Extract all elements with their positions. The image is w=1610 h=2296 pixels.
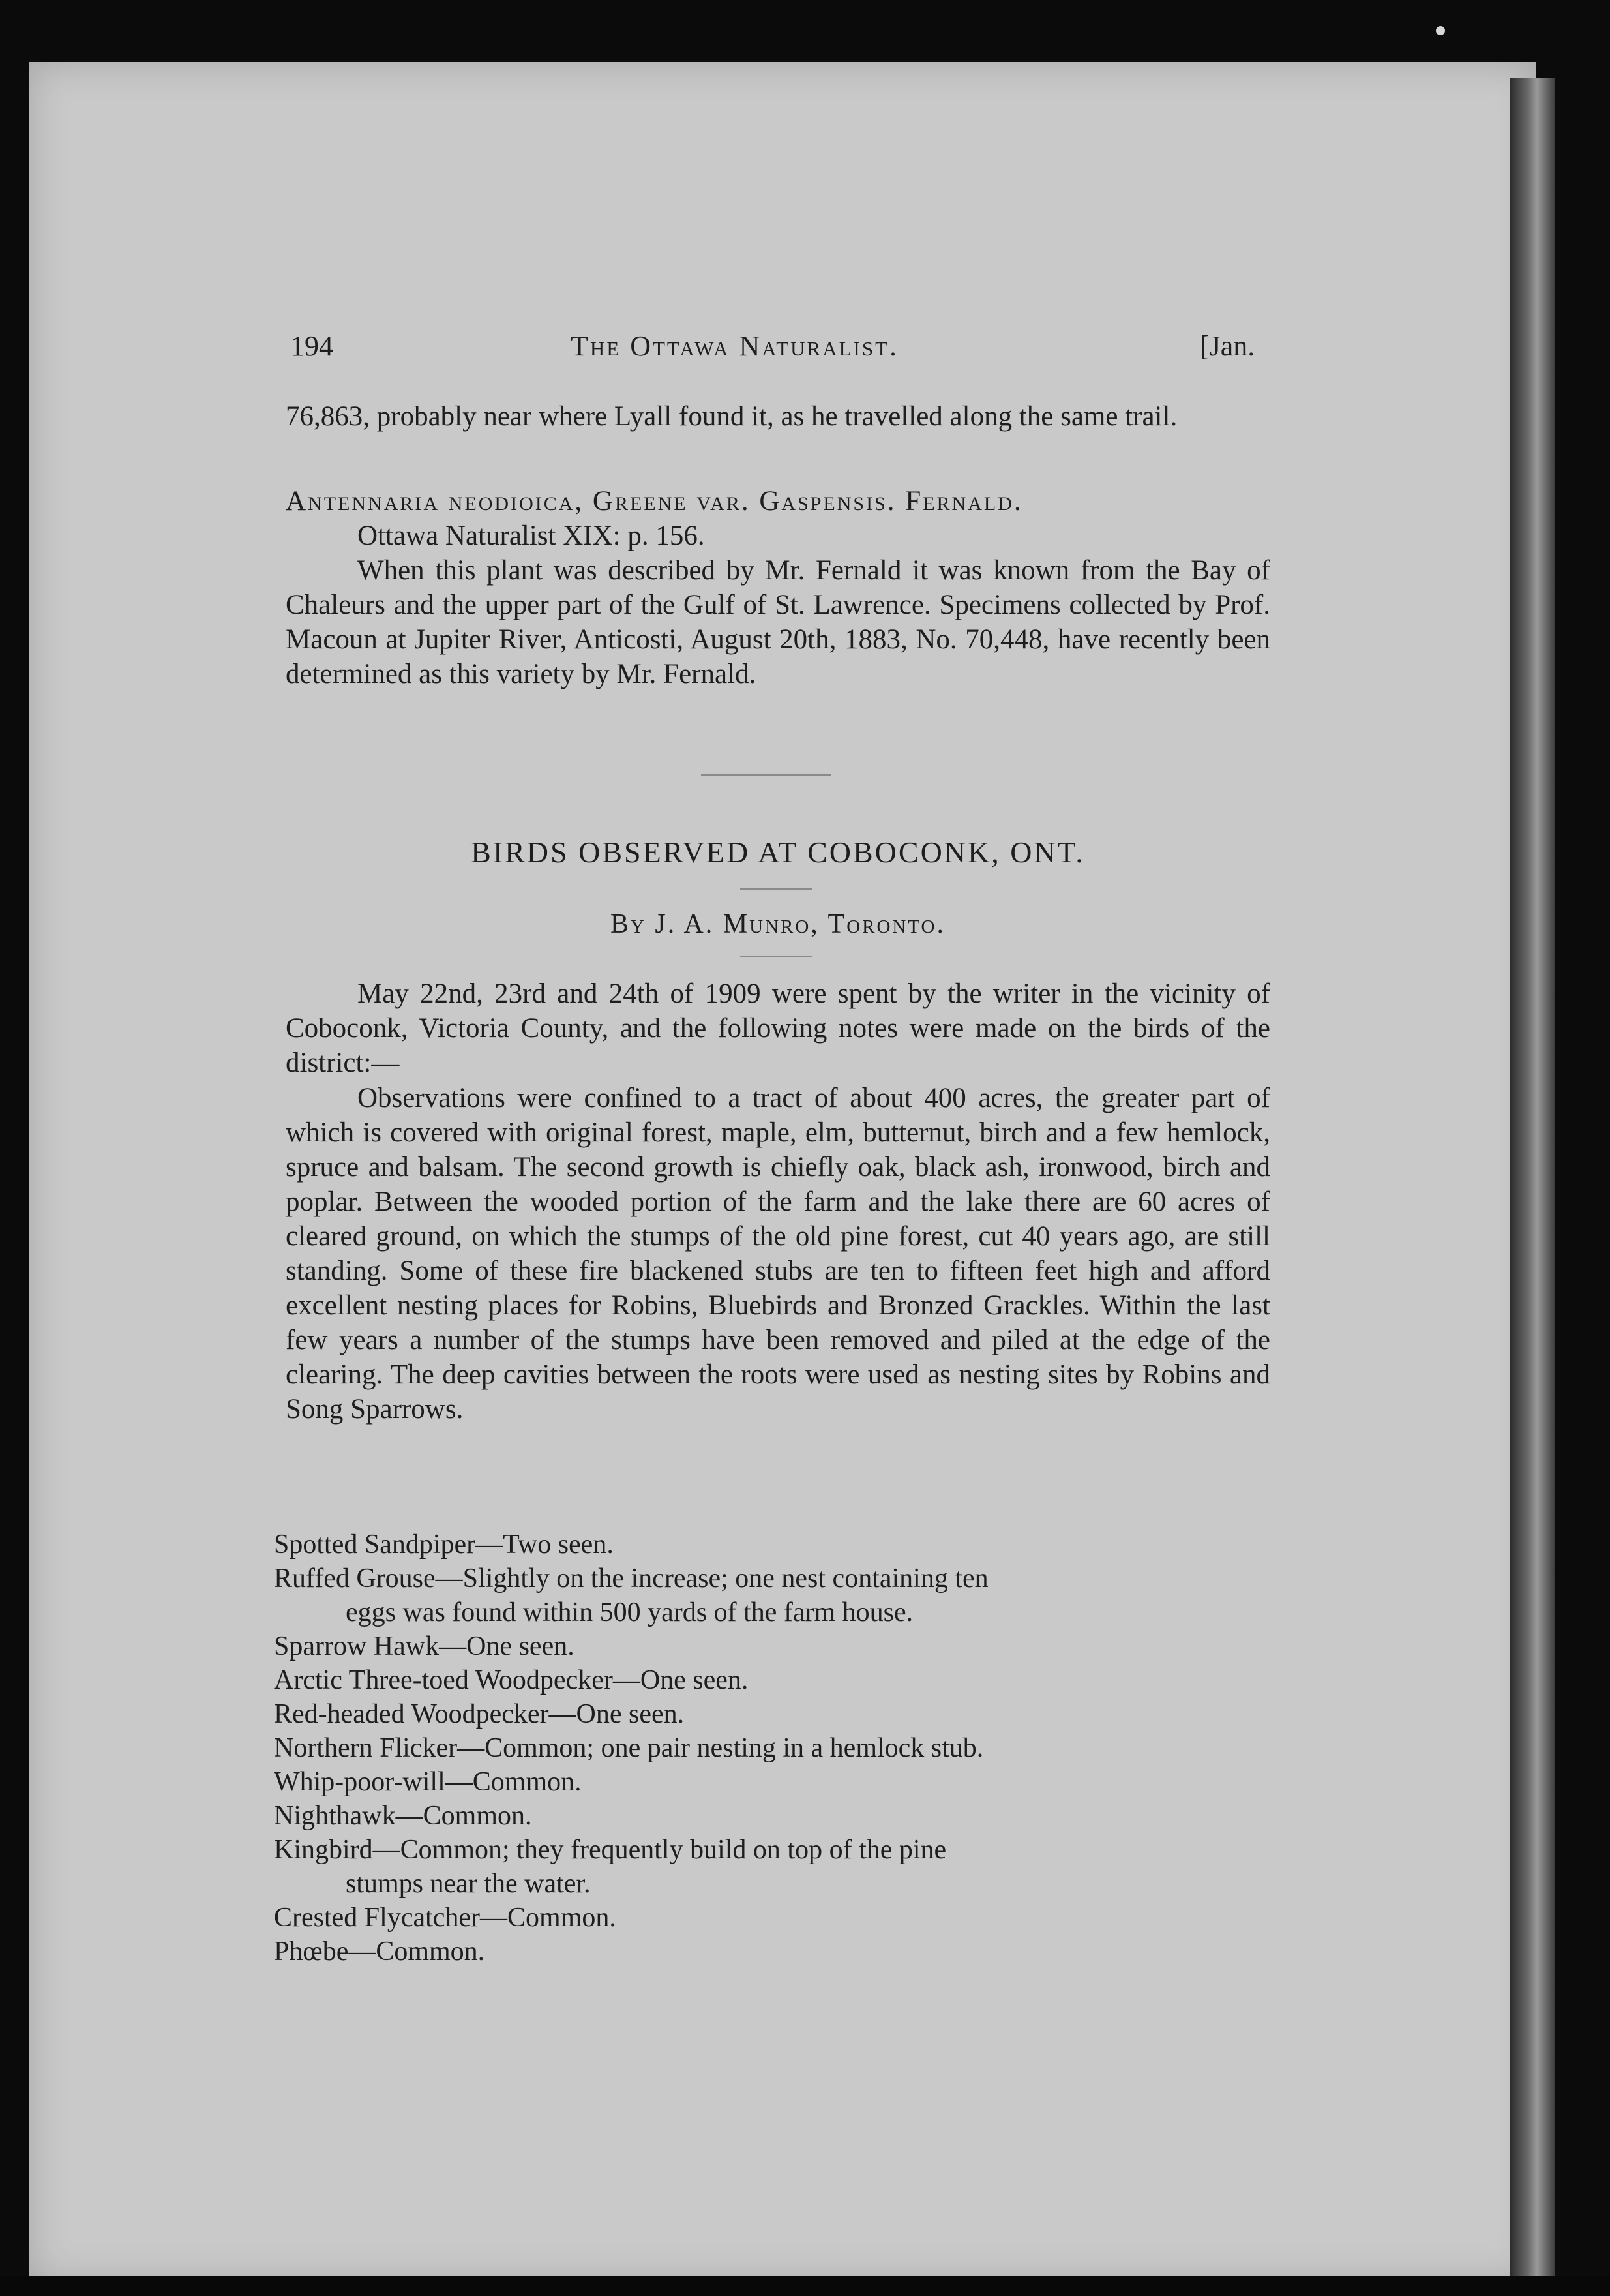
list-item: Spotted Sandpiper—Two seen. <box>274 1530 614 1560</box>
section-divider <box>701 774 831 776</box>
running-title: The Ottawa Naturalist. <box>571 330 899 362</box>
continuation-paragraph: 76,863, probably near where Lyall found it, as he travelled along the same trail. <box>286 401 1178 432</box>
scan-speck <box>1436 26 1445 35</box>
article-byline: By J. A. Munro, Toronto. <box>610 909 946 939</box>
entry-name-line <box>286 484 1270 519</box>
list-item: Sparrow Hawk—One seen. <box>274 1631 574 1661</box>
list-item: Crested Flycatcher—Common. <box>274 1903 616 1933</box>
date-mark: [Jan. <box>1200 330 1255 362</box>
list-item: Northern Flicker—Common; one pair nesting in a hemlock stub. <box>274 1733 984 1763</box>
list-item: Arctic Three-toed Woodpecker—One seen. <box>274 1665 749 1695</box>
title-rule <box>740 888 812 890</box>
list-item: Kingbird—Common; they frequently build on top of the pine stumps near the water. <box>274 1835 947 1899</box>
intro-paragraph: May 22nd, 23rd and 24th of 1909 were spent by the writer in the vicinity of Coboconk, Victoria County, and the following notes were made on the birds of the district:— <box>286 978 1270 1078</box>
observations-paragraph: Observations were confined to a tract of about 400 acres, the greater part of which is covered with original forest, maple, elm, butternut, birch and a few hemlock, spruce and balsam. The second growth is chiefly oak, black ash, ironwood, birch and poplar. Between the wooded portion of the farm and the lake there are 60 acres of cleared ground, on which the stumps of the old pine forest, cut 40 years ago, are still standing. Some of these fire blackened stubs are ten to fifteen feet high and afford excellent nesting places for Robins, Bluebirds and Bronzed Grackles. Within the last few years a number of the stumps have been removed and piled at the edge of the clearing. The deep cavities between the roots were used as nesting sites by Robins and Song Sparrows. <box>286 1083 1270 1425</box>
species-name: Antennaria neodioica, Greene var. Gaspensis. Fernald. <box>286 486 1023 517</box>
list-item: Red-headed Woodpecker—One seen. <box>274 1699 685 1729</box>
page-number: 194 <box>290 330 333 362</box>
page-edge <box>1510 78 1555 2283</box>
species-list <box>274 1528 1278 1969</box>
byline-rule <box>740 956 812 957</box>
list-item: Whip-poor-will—Common. <box>274 1767 582 1797</box>
article-title: BIRDS OBSERVED AT COBOCONK, ONT. <box>471 836 1085 869</box>
list-item: Nighthawk—Common. <box>274 1801 532 1831</box>
scan-border <box>0 2276 1610 2296</box>
list-item: Ruffed Grouse—Slightly on the increase; one nest containing ten eggs was found within 500 yards of the farm house. <box>274 1563 989 1627</box>
entry-reference: Ottawa Naturalist XIX: p. 156. <box>357 521 705 551</box>
entry-body: When this plant was described by Mr. Fernald it was known from the Bay of Chaleurs and the upper part of the Gulf of St. Lawrence. Specimens collected by Prof. Macoun at Jupiter River, Anticosti, August 20th, 1883, No. 70,448, have recently been determined as this variety by Mr. Fernald. <box>286 555 1270 689</box>
list-item: Phœbe—Common. <box>274 1937 485 1967</box>
